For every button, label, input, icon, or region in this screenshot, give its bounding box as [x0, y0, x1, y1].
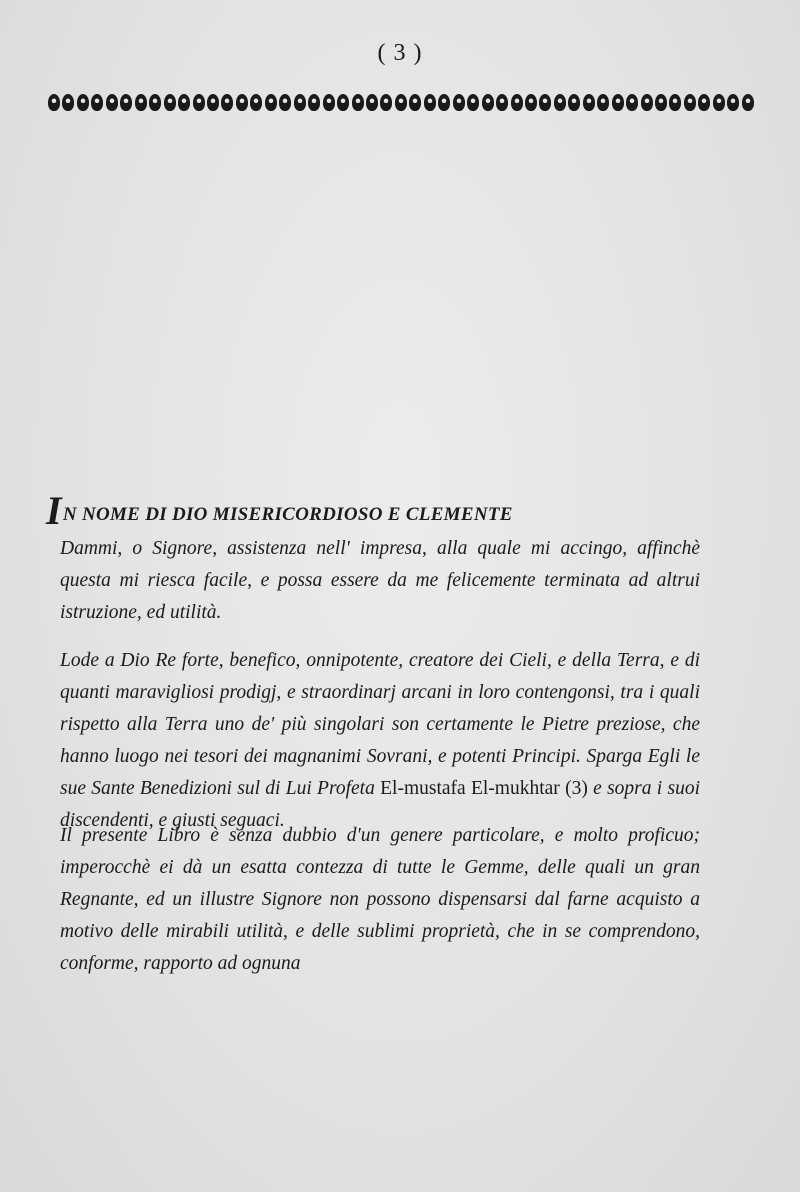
chapter-heading — [46, 487, 766, 534]
fleuron-icon — [568, 94, 580, 111]
fleuron-icon — [337, 94, 349, 111]
fleuron-icon — [539, 94, 551, 111]
prophet-name: El-mustafa El-mukhtar (3) — [380, 778, 588, 799]
fleuron-icon — [250, 94, 262, 111]
fleuron-icon — [395, 94, 407, 111]
fleuron-icon — [62, 94, 74, 111]
fleuron-icon — [352, 94, 364, 111]
fleuron-icon — [482, 94, 494, 111]
ornament-band — [48, 90, 754, 114]
fleuron-icon — [366, 94, 378, 111]
fleuron-icon — [48, 94, 60, 111]
fleuron-icon — [323, 94, 335, 111]
fleuron-icon — [727, 94, 739, 111]
fleuron-icon — [149, 94, 161, 111]
fleuron-icon — [583, 94, 595, 111]
fleuron-icon — [279, 94, 291, 111]
fleuron-icon — [106, 94, 118, 111]
page-number: ( 3 ) — [377, 40, 423, 66]
fleuron-icon — [684, 94, 696, 111]
heading-initial: I — [46, 488, 62, 533]
paragraph-2 — [60, 645, 700, 837]
fleuron-icon — [496, 94, 508, 111]
fleuron-icon — [236, 94, 248, 111]
fleuron-icon — [641, 94, 653, 111]
fleuron-icon — [409, 94, 421, 111]
fleuron-icon — [713, 94, 725, 111]
fleuron-icon — [669, 94, 681, 111]
fleuron-icon — [77, 94, 89, 111]
fleuron-icon — [294, 94, 306, 111]
fleuron-icon — [164, 94, 176, 111]
fleuron-icon — [698, 94, 710, 111]
fleuron-icon — [308, 94, 320, 111]
fleuron-icon — [380, 94, 392, 111]
fleuron-icon — [467, 94, 479, 111]
paragraph-3: Il presente Libro è senza dubbio d'un genere particolare, e molto proficuo; imperocchè ei dà un esatta contezza di tutte le Gemme, delle quali un gran Regnante, ed un illustre Signore non possono dispensarsi dal farne acquisto a motivo delle mirabili utilità, e delle sublimi proprietà, che in se comprendono, conforme, rapporto ad ognuna — [60, 825, 700, 974]
fleuron-icon — [438, 94, 450, 111]
fleuron-icon — [453, 94, 465, 111]
fleuron-icon — [597, 94, 609, 111]
fleuron-icon — [265, 94, 277, 111]
heading-text: N NOME DI DIO MISERICORDIOSO E CLEMENTE — [62, 504, 513, 525]
fleuron-icon — [525, 94, 537, 111]
fleuron-icon — [612, 94, 624, 111]
fleuron-icon — [193, 94, 205, 111]
fleuron-icon — [655, 94, 667, 111]
paragraph-2-text: Lode a Dio Re forte, benefico, onnipotente, creatore dei Cieli, e della Terra, e di quanti maravigliosi prodigj, e straordinarj arcani in loro contengonsi, tra i quali rispetto alla Terra uno de' più singolari son certamente le Pietre preziose, che hanno luogo nei tesori dei magnanimi Sovrani, e potenti Principi. Sparga Egli le sue Sante Benedizioni sul di Lui Profeta — [60, 650, 700, 799]
fleuron-icon — [120, 94, 132, 111]
fleuron-icon — [135, 94, 147, 111]
paragraph-1: Dammi, o Signore, assistenza nell' impresa, alla quale mi accingo, affinchè questa mi riesca facile, e possa essere da me felicemente terminata ad altrui istruzione, ed utilità. — [60, 538, 700, 623]
fleuron-icon — [424, 94, 436, 111]
fleuron-icon — [511, 94, 523, 111]
fleuron-icon — [554, 94, 566, 111]
fleuron-icon — [221, 94, 233, 111]
fleuron-icon — [742, 94, 754, 111]
fleuron-icon — [626, 94, 638, 111]
fleuron-icon — [207, 94, 219, 111]
paragraph-2-ending: e sopra i suoi discendenti, e giusti seguaci. — [60, 778, 701, 831]
fleuron-icon — [178, 94, 190, 111]
fleuron-icon — [91, 94, 103, 111]
